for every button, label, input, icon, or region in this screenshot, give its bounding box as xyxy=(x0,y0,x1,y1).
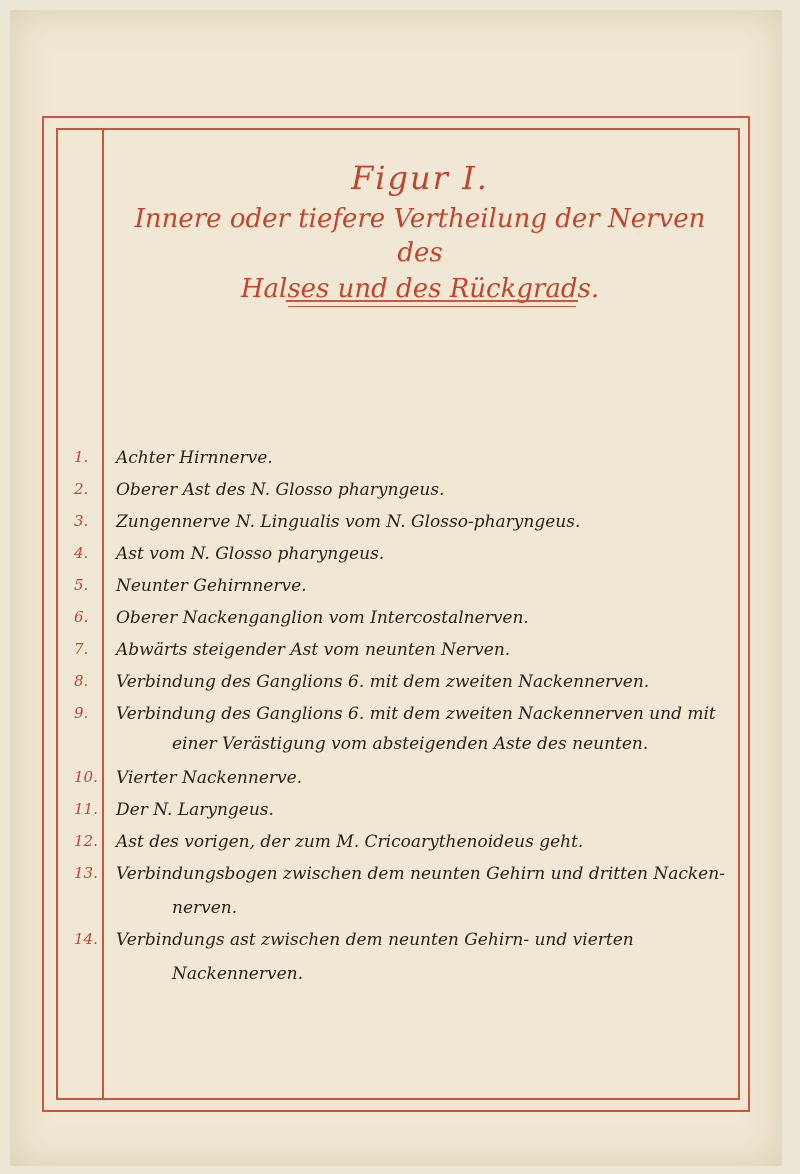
item-text-continued: nerven. xyxy=(172,898,238,918)
item-number: 5. xyxy=(74,576,89,594)
item-text: Verbindung des Ganglions 6. mit dem zweiten Nackennerven und mit xyxy=(116,704,716,724)
item-text: Ast des vorigen, der zum M. Cricoarythenoideus geht. xyxy=(116,832,584,852)
item-text: Abwärts steigender Ast vom neunten Nerven. xyxy=(116,640,511,660)
item-number: 4. xyxy=(74,544,89,562)
item-text-continued: Nackennerven. xyxy=(172,964,303,984)
item-text: Der N. Laryngeus. xyxy=(116,800,274,820)
item-number: 11. xyxy=(74,800,98,818)
title-underline-thin xyxy=(288,306,576,307)
item-text: Verbindungsbogen zwischen dem neunten Gehirn und dritten Nacken- xyxy=(116,864,725,884)
item-number: 13. xyxy=(74,864,98,882)
item-number: 12. xyxy=(74,832,98,850)
title-underline xyxy=(286,300,578,302)
item-text: Neunter Gehirnnerve. xyxy=(116,576,307,596)
item-number: 2. xyxy=(74,480,89,498)
item-text: Vierter Nackennerve. xyxy=(116,768,303,788)
item-number: 7. xyxy=(74,640,89,658)
figure-title: Figur I. xyxy=(351,159,489,197)
item-number: 10. xyxy=(74,768,98,786)
item-number: 3. xyxy=(74,512,89,530)
figure-subtitle-line2: Halses und des Rückgrads. xyxy=(240,274,600,304)
item-text: Verbindung des Ganglions 6. mit dem zweiten Nackennerven. xyxy=(116,672,650,692)
item-text: Oberer Ast des N. Glosso pharyngeus. xyxy=(116,480,445,500)
item-text-continued: einer Verästigung vom absteigenden Aste des neunten. xyxy=(172,734,649,754)
item-text: Ast vom N. Glosso pharyngeus. xyxy=(116,544,385,564)
item-number: 14. xyxy=(74,930,98,948)
title-block xyxy=(110,150,730,306)
item-number: 1. xyxy=(74,448,89,466)
item-text: Zungennerve N. Lingualis vom N. Glosso-pharyngeus. xyxy=(116,512,581,532)
item-text: Oberer Nackenganglion vom Intercostalnerven. xyxy=(116,608,529,628)
figure-subtitle-line1: Innere oder tiefere Vertheilung der Nerven des xyxy=(134,204,706,268)
item-text: Achter Hirnnerve. xyxy=(116,448,273,468)
item-number: 6. xyxy=(74,608,89,626)
item-text: Verbindungs ast zwischen dem neunten Gehirn- und vierten xyxy=(116,930,634,950)
item-number: 8. xyxy=(74,672,89,690)
item-number: 9. xyxy=(74,704,89,722)
